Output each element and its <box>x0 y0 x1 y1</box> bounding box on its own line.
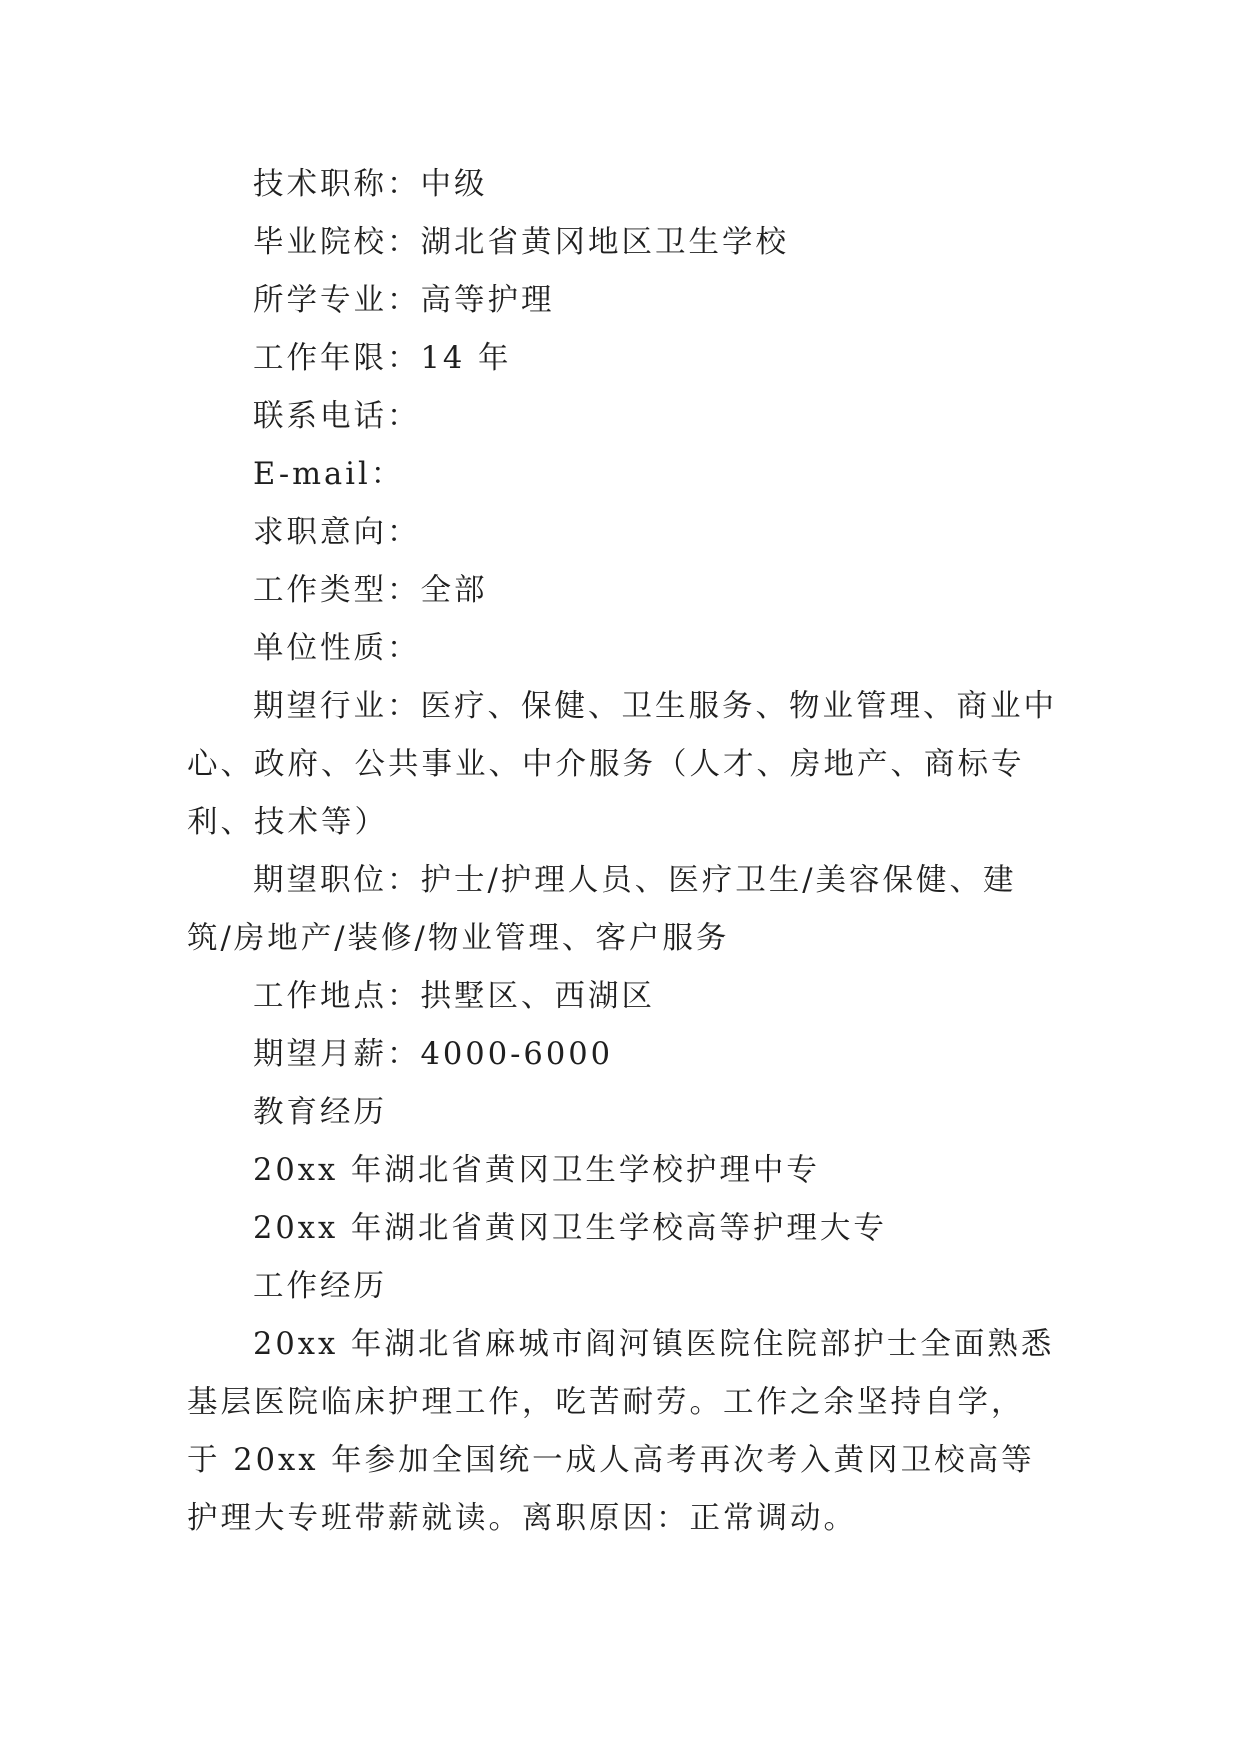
section-work-heading: 工作经历 <box>253 1269 387 1304</box>
education-item: 20xx 年湖北省黄冈卫生学校护理中专 <box>253 1153 820 1188</box>
document-body <box>187 156 1057 1548</box>
field-email: E-mail： <box>253 457 405 492</box>
work-experience-item: 20xx 年湖北省麻城市阎河镇医院住院部护士全面熟悉基层医院临床护理工作，吃苦耐劳。工作之余坚持自学，于 20xx 年参加全国统一成人高考再次考入黄冈卫校高等护理大专班带薪就读。离职原因：正常调动。 <box>187 1327 1055 1536</box>
field-phone: 联系电话： <box>253 399 421 434</box>
field-work-years: 工作年限：14 年 <box>253 341 512 376</box>
field-expected-industry: 期望行业：医疗、保健、卫生服务、物业管理、商业中心、政府、公共事业、中介服务（人才、房地产、商标专利、技术等） <box>187 689 1057 840</box>
field-title: 技术职称：中级 <box>253 167 488 202</box>
field-job-intention: 求职意向： <box>253 515 421 550</box>
education-item: 20xx 年湖北省黄冈卫生学校高等护理大专 <box>253 1211 887 1246</box>
field-expected-position: 期望职位：护士/护理人员、医疗卫生/美容保健、建筑/房地产/装修/物业管理、客户服务 <box>187 863 1017 956</box>
field-expected-salary: 期望月薪：4000-6000 <box>253 1037 614 1072</box>
section-education-heading: 教育经历 <box>253 1095 387 1130</box>
field-major: 所学专业：高等护理 <box>253 283 555 318</box>
field-job-type: 工作类型：全部 <box>253 573 488 608</box>
field-work-location: 工作地点：拱墅区、西湖区 <box>253 979 655 1014</box>
field-school: 毕业院校：湖北省黄冈地区卫生学校 <box>253 225 789 260</box>
field-employer-type: 单位性质： <box>253 631 421 666</box>
